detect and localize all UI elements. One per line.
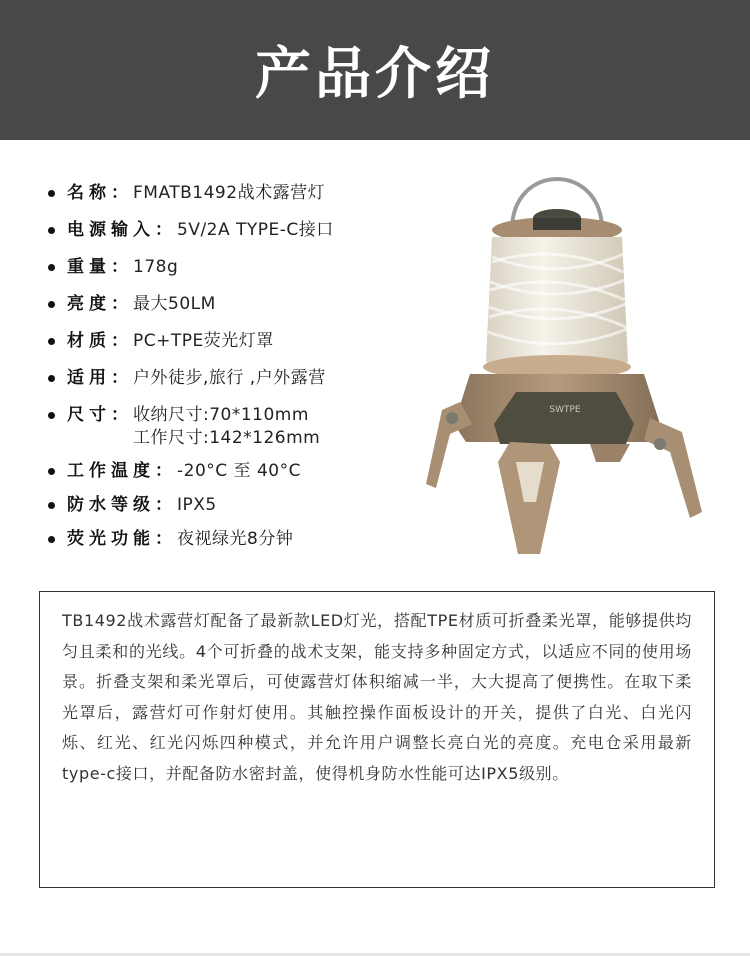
spec-value	[177, 219, 334, 242]
spec-label: 亮度：	[67, 294, 133, 314]
page-title: 产品介绍	[255, 42, 495, 107]
spec-value	[133, 182, 325, 205]
spec-row	[48, 460, 301, 483]
spec-value-line: IPX5	[177, 495, 217, 515]
spec-row	[48, 367, 326, 390]
spec-row	[48, 528, 293, 551]
spec-label: 适用：	[67, 368, 133, 388]
spec-row	[48, 330, 274, 353]
bullet-icon	[48, 190, 55, 197]
bullet-icon	[48, 338, 55, 345]
spec-label: 防水等级：	[67, 495, 177, 515]
lantern-leg-right	[644, 418, 702, 518]
spec-value	[133, 367, 326, 390]
spec-label: 荧光功能：	[67, 529, 177, 549]
bullet-icon	[48, 502, 55, 509]
spec-label: 工作温度：	[67, 461, 177, 481]
spec-value-line: FMATB1492战术露营灯	[133, 183, 326, 203]
lantern-image	[420, 162, 710, 562]
spec-row	[48, 219, 334, 242]
bullet-icon	[48, 412, 55, 419]
spec-value	[133, 293, 216, 316]
spec-value	[177, 528, 293, 551]
spec-value-line: PC+TPE荧光灯罩	[133, 331, 274, 351]
lantern-panel	[494, 392, 634, 444]
spec-row	[48, 293, 216, 316]
spec-value	[133, 256, 178, 279]
bullet-icon	[48, 375, 55, 382]
spec-label: 名称：	[67, 183, 133, 203]
spec-value-line: 户外徒步,旅行 ,户外露营	[133, 368, 326, 388]
spec-row	[48, 404, 320, 450]
spec-value-line: 夜视绿光8分钟	[177, 529, 294, 549]
spec-label: 尺寸：	[67, 405, 133, 425]
bullet-icon	[48, 468, 55, 475]
spec-value-line: 收纳尺寸:70*110mm	[133, 405, 309, 425]
bullet-icon	[48, 301, 55, 308]
spec-value-line: 178g	[133, 257, 179, 277]
spec-label: 材质：	[67, 331, 133, 351]
spec-label: 重量：	[67, 257, 133, 277]
spec-value	[133, 404, 320, 450]
brand-mark-text: SWTPE	[549, 405, 581, 415]
spec-row	[48, 256, 178, 279]
spec-value	[177, 494, 217, 517]
spec-row	[48, 494, 217, 517]
description-text: TB1492战术露营灯配备了最新款LED灯光，搭配TPE材质可折叠柔光罩，能够提供均匀且柔和的光线。4个可折叠的战术支架，能支持多种固定方式，以适应不同的使用场景。折叠支架和柔光罩后，可使露营灯体积缩减一半，大大提高了便携性。在取下柔光罩后，露营灯可作射灯使用。其触控操作面板设计的开关，提供了白光、白光闪烁、红光、红光闪烁四种模式，并允许用户调整长亮白光的亮度。充电仓采用最新type-c接口，并配备防水密封盖，使得机身防水性能可达IPX5级别。	[62, 611, 692, 783]
bullet-icon	[48, 536, 55, 543]
header-banner	[0, 0, 750, 140]
spec-value-line: -20°C 至 40°C	[177, 461, 301, 481]
spec-value-line: 5V/2A TYPE-C接口	[177, 220, 334, 240]
spec-value-line: 最大50LM	[133, 294, 216, 314]
spec-value-line: 工作尺寸:142*126mm	[133, 428, 321, 448]
spec-value	[133, 330, 274, 353]
spec-row	[48, 182, 325, 205]
bullet-icon	[48, 227, 55, 234]
lantern-leg-back	[590, 444, 630, 462]
spec-value	[177, 460, 301, 483]
bullet-icon	[48, 264, 55, 271]
spec-label: 电源输入：	[67, 220, 177, 240]
description-box	[39, 591, 715, 888]
